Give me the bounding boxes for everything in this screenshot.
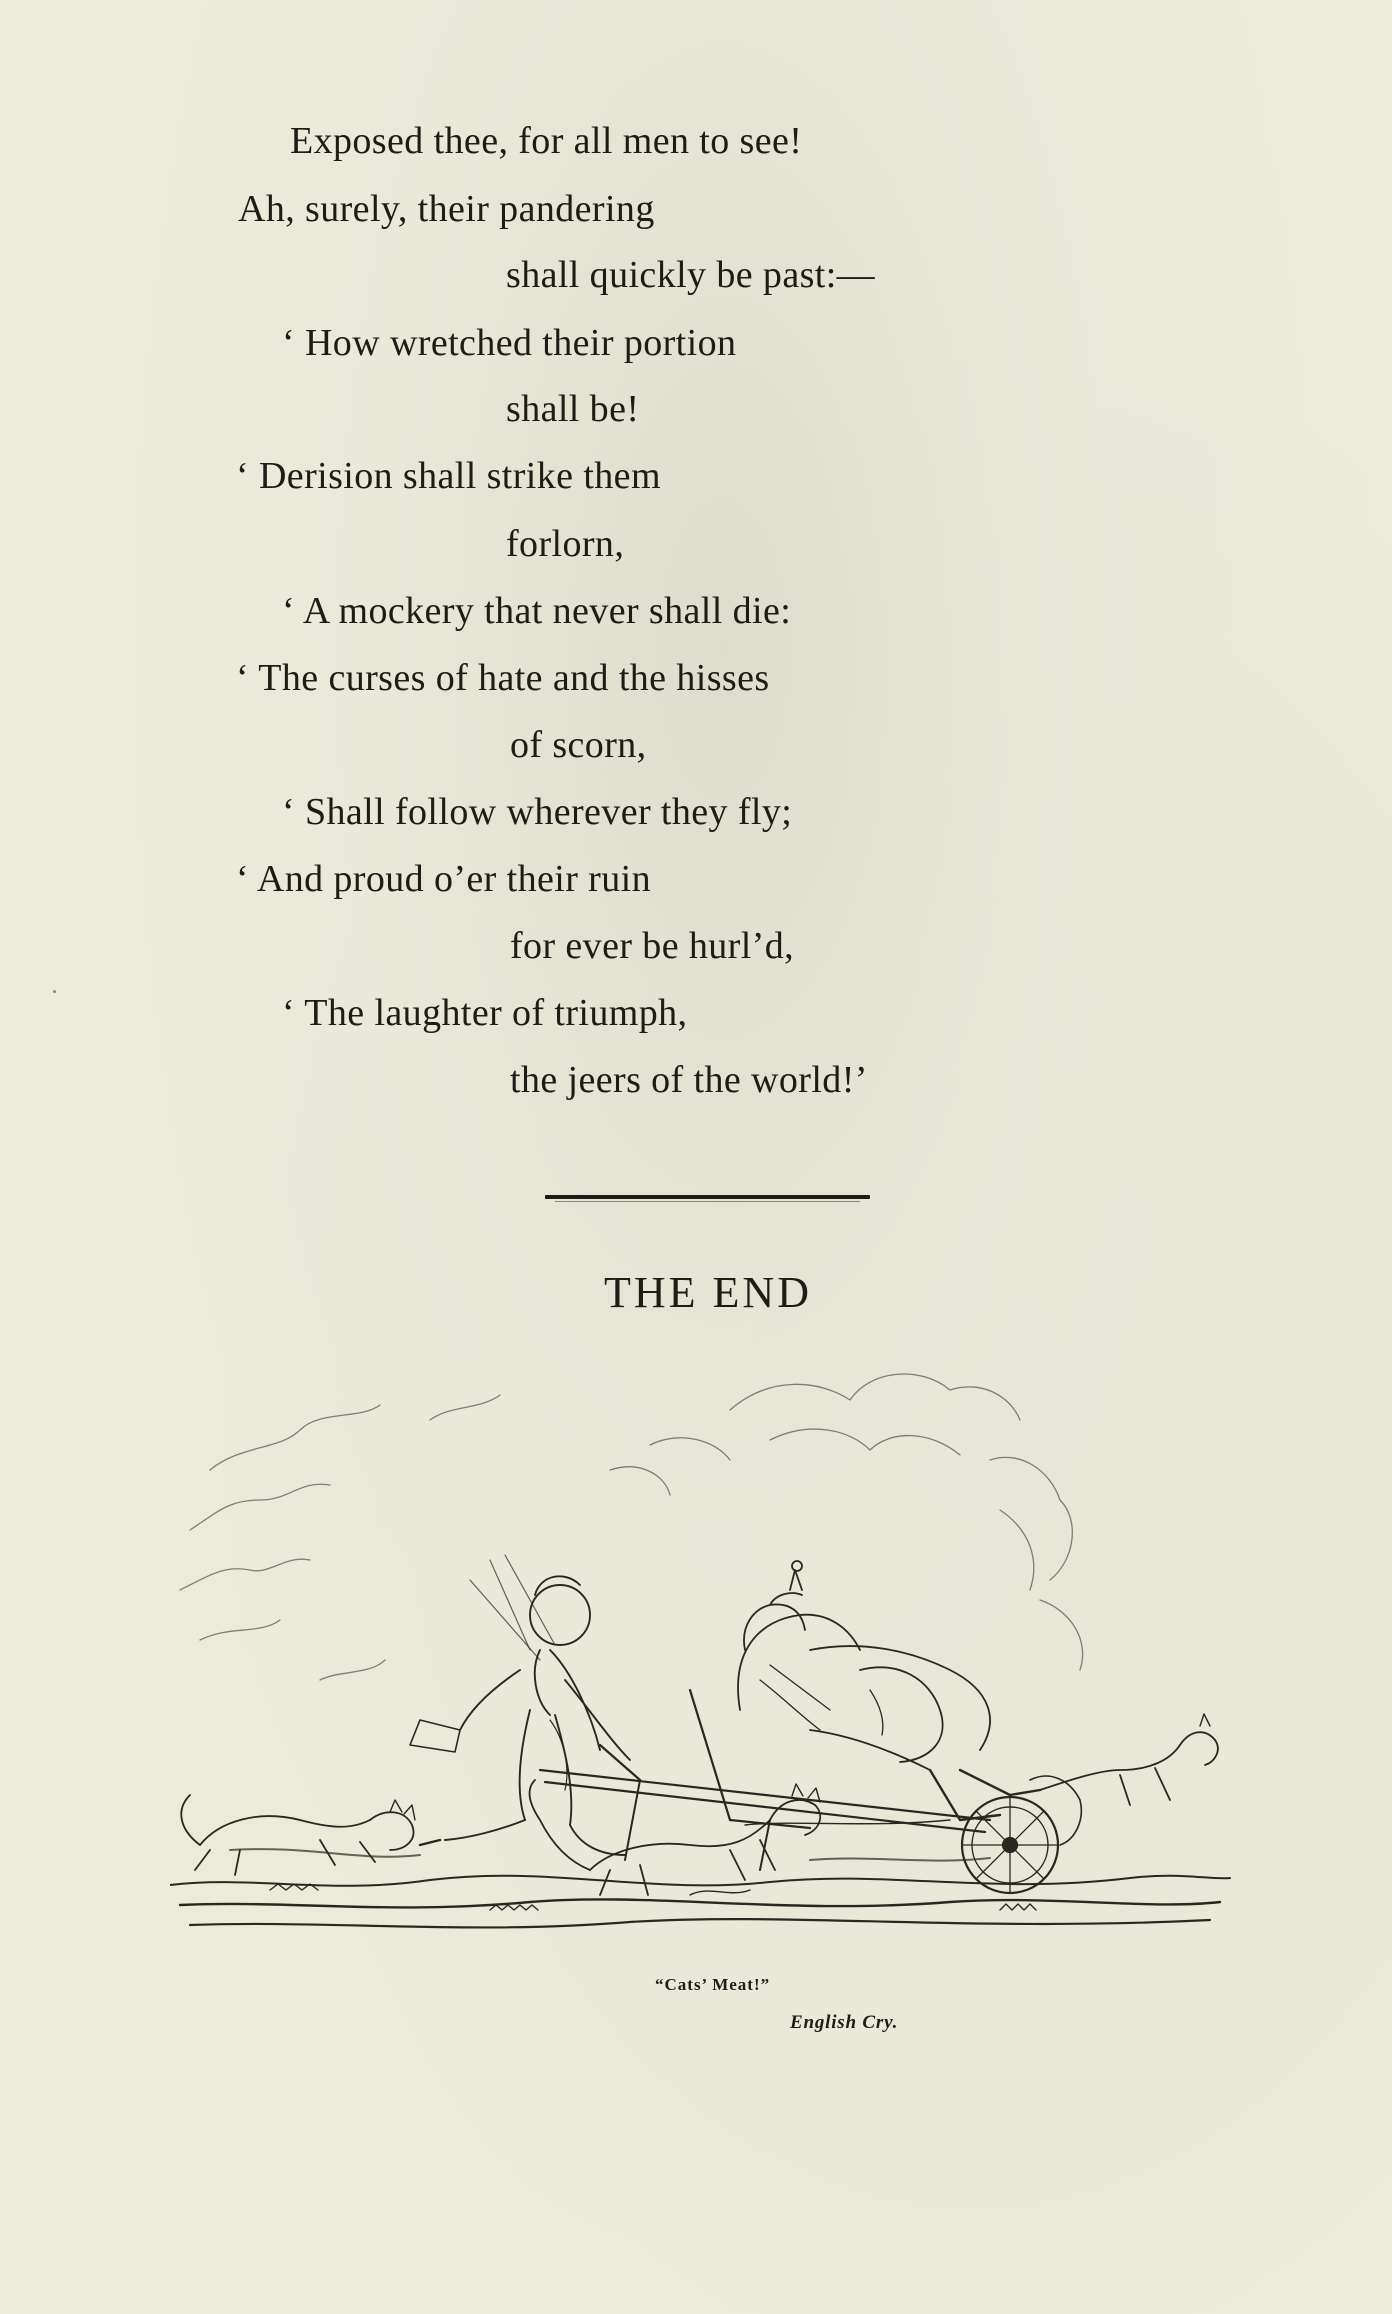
ground [170, 1849, 1230, 1927]
poem-line: the jeers of the world!’ [510, 1059, 868, 1101]
poem-line: ‘ A mockery that never shall die: [282, 590, 792, 632]
caption-quote: “Cats’ Meat!” [655, 1975, 771, 1994]
poem-line: Exposed thee, for all men to see! [290, 120, 803, 162]
poem-line: of scorn, [510, 724, 647, 766]
sky-clouds [180, 1374, 1083, 1680]
poem-line: shall be! [506, 388, 640, 430]
cats-meat-engraving [170, 1350, 1240, 1940]
poem-line: ‘ Shall follow wherever they fly; [282, 791, 793, 833]
cat-right [1040, 1714, 1218, 1805]
wheelbarrow [540, 1690, 1058, 1893]
paper-speck [53, 990, 56, 993]
poem-line: forlorn, [506, 523, 625, 565]
caption-attribution: English Cry. [790, 2012, 899, 2033]
poem-line: for ever be hurl’d, [510, 925, 795, 967]
poem-line: shall quickly be past:— [506, 254, 876, 296]
poem-line: ‘ And proud o’er their ruin [236, 858, 651, 900]
poem-line: ‘ The curses of hate and the hisses [236, 657, 770, 699]
poem-line: Ah, surely, their pandering [238, 188, 655, 230]
cat-left [181, 1795, 415, 1875]
poem-stanza [0, 0, 1392, 1120]
the-end-title: THE END [604, 1268, 812, 1317]
pushing-man [410, 1555, 630, 1855]
poem-line: ‘ The laughter of triumph, [282, 992, 688, 1034]
poem-line: ‘ How wretched their portion [282, 322, 737, 364]
end-divider-rule [545, 1195, 870, 1199]
poem-line: ‘ Derision shall strike them [236, 455, 661, 497]
